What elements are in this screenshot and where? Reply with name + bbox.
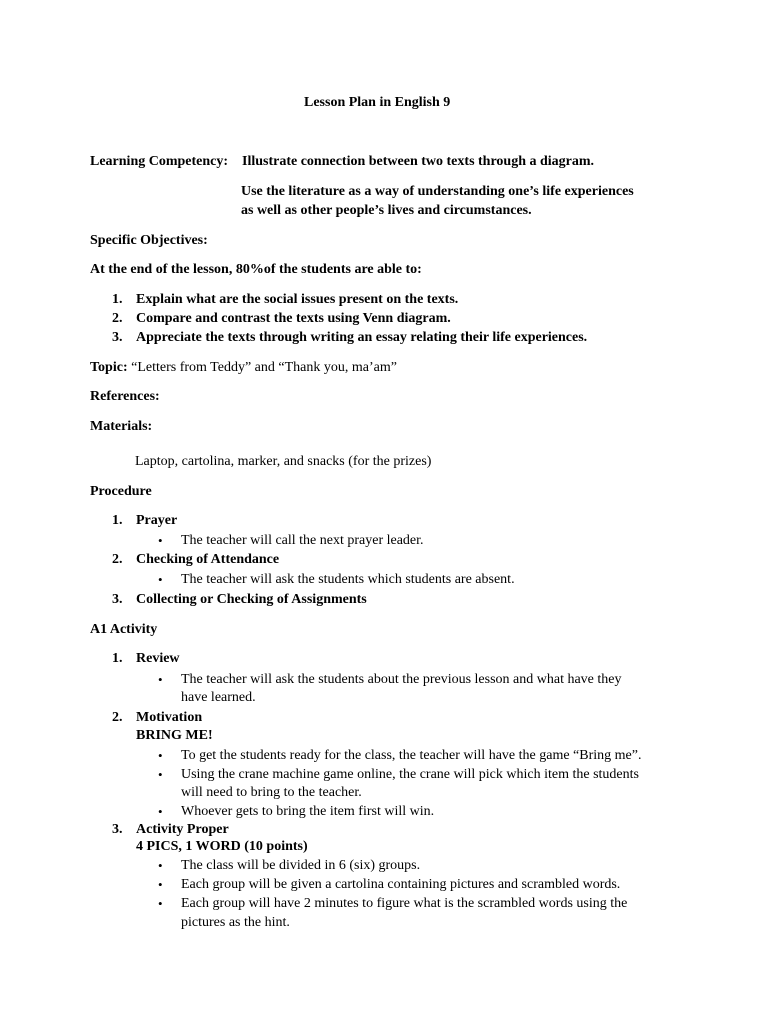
bullet-icon: • bbox=[158, 896, 163, 911]
topic-line bbox=[90, 360, 397, 376]
materials-text: Laptop, cartolina, marker, and snacks (for the prizes) bbox=[135, 454, 432, 469]
a1-proper-subtitle: 4 PICS, 1 WORD (10 points) bbox=[136, 839, 308, 854]
bullet-icon: • bbox=[158, 748, 163, 763]
bullet-icon: • bbox=[158, 858, 163, 873]
objective-number: 3. bbox=[112, 330, 123, 345]
a1-review-bullet-line-1: The teacher will ask the students about the previous lesson and what have they bbox=[181, 672, 622, 687]
procedure-item-title: Prayer bbox=[136, 513, 178, 528]
references-label: References: bbox=[90, 389, 160, 404]
competency-line-3: as well as other people’s lives and circumstances. bbox=[241, 203, 532, 218]
procedure-heading: Procedure bbox=[90, 484, 152, 499]
a1-proper-bullet-cont: pictures as the hint. bbox=[181, 915, 290, 930]
objective-number: 2. bbox=[112, 311, 123, 326]
objectives-intro: At the end of the lesson, 80%of the students are able to: bbox=[90, 262, 422, 277]
a1-number: 3. bbox=[112, 822, 123, 837]
topic-label: Topic: bbox=[90, 360, 128, 375]
objective-item: Compare and contrast the texts using Venn diagram. bbox=[136, 311, 451, 326]
competency-line-1: Illustrate connection between two texts through a diagram. bbox=[242, 154, 595, 169]
a1-motivation-title: Motivation bbox=[136, 710, 203, 725]
bullet-icon: • bbox=[158, 804, 163, 819]
a1-motivation-bullet: Whoever gets to bring the item first will win. bbox=[181, 804, 435, 819]
a1-number: 1. bbox=[112, 651, 123, 666]
procedure-item-bullet: The teacher will ask the students which students are absent. bbox=[181, 572, 515, 587]
bullet-icon: • bbox=[158, 877, 163, 892]
a1-proper-bullet: Each group will have 2 minutes to figure what is the scrambled words using the bbox=[181, 896, 628, 911]
procedure-item-bullet: The teacher will call the next prayer leader. bbox=[181, 533, 424, 548]
a1-review-bullet-line-2: have learned. bbox=[181, 690, 256, 705]
procedure-number: 1. bbox=[112, 513, 123, 528]
procedure-number: 3. bbox=[112, 592, 123, 607]
objective-item: Appreciate the texts through writing an essay relating their life experiences. bbox=[136, 330, 588, 345]
page-title: Lesson Plan in English 9 bbox=[304, 95, 451, 110]
a1-proper-bullet: The class will be divided in 6 (six) groups. bbox=[181, 858, 421, 873]
bullet-icon: • bbox=[158, 672, 163, 687]
objectives-heading: Specific Objectives: bbox=[90, 233, 208, 248]
a1-review-title: Review bbox=[136, 651, 180, 666]
a1-motivation-subtitle: BRING ME! bbox=[136, 728, 213, 743]
competency-line-2: Use the literature as a way of understanding one’s life experiences bbox=[241, 184, 634, 199]
a1-motivation-bullet-cont: will need to bring to the teacher. bbox=[181, 785, 362, 800]
procedure-item-title: Collecting or Checking of Assignments bbox=[136, 592, 367, 607]
bullet-icon: • bbox=[158, 572, 163, 587]
objective-item: Explain what are the social issues present on the texts. bbox=[136, 292, 459, 307]
a1-proper-bullet: Each group will be given a cartolina containing pictures and scrambled words. bbox=[181, 877, 621, 892]
a1-motivation-bullet: To get the students ready for the class, the teacher will have the game “Bring me”. bbox=[181, 748, 642, 763]
materials-label: Materials: bbox=[90, 419, 153, 434]
competency-label: Learning Competency: bbox=[90, 154, 229, 169]
a1-motivation-bullet: Using the crane machine game online, the crane will pick which item the students bbox=[181, 767, 639, 782]
a1-heading: A1 Activity bbox=[90, 622, 158, 637]
bullet-icon: • bbox=[158, 533, 163, 548]
a1-proper-title: Activity Proper bbox=[136, 822, 229, 837]
objective-number: 1. bbox=[112, 292, 123, 307]
topic-text: “Letters from Teddy” and “Thank you, ma’am” bbox=[131, 360, 397, 375]
bullet-icon: • bbox=[158, 767, 163, 782]
a1-number: 2. bbox=[112, 710, 123, 725]
procedure-number: 2. bbox=[112, 552, 123, 567]
procedure-item-title: Checking of Attendance bbox=[136, 552, 280, 567]
